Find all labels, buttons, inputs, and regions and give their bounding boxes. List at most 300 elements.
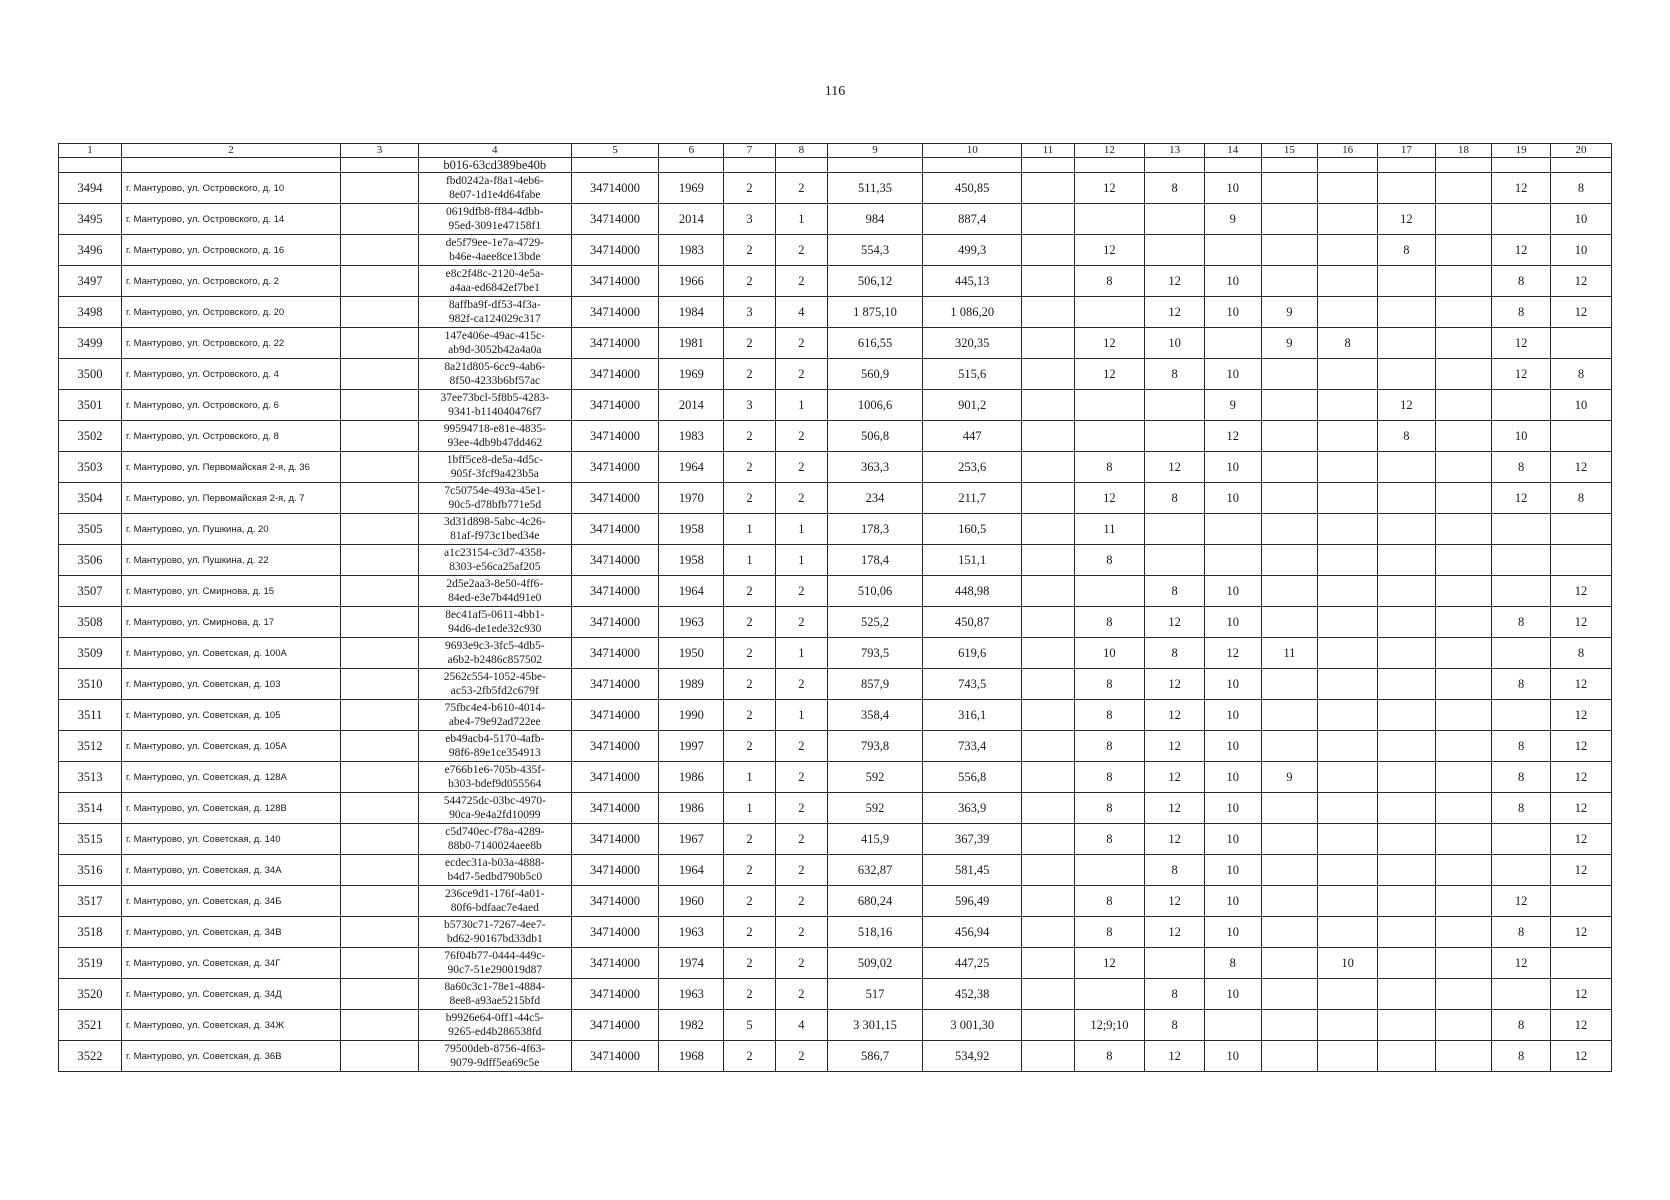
- col-17-cell: [1377, 793, 1435, 824]
- col-9-cell: 3 301,15: [827, 1010, 922, 1041]
- col-12-cell: 12;9;10: [1074, 1010, 1144, 1041]
- column-header-7: 7: [724, 144, 775, 158]
- col-8-cell: 1: [775, 514, 827, 545]
- col-12-cell: 8: [1074, 793, 1144, 824]
- table-cell: [1318, 158, 1378, 173]
- col-16-cell: [1318, 173, 1378, 204]
- col-12-cell: [1074, 390, 1144, 421]
- uuid-cell: [418, 948, 571, 979]
- col-8-cell: 2: [775, 762, 827, 793]
- col-13-cell: 12: [1145, 917, 1205, 948]
- col-6-cell: 1963: [659, 607, 724, 638]
- col-17-cell: [1377, 917, 1435, 948]
- column-header-18: 18: [1435, 144, 1492, 158]
- col-6-cell: 1970: [659, 483, 724, 514]
- col-16-cell: 10: [1318, 948, 1378, 979]
- col-12-cell: 8: [1074, 824, 1144, 855]
- col-18-cell: [1435, 452, 1492, 483]
- col-10-cell: 367,39: [923, 824, 1022, 855]
- uuid-line-1: 76f04b77-0444-449c-: [444, 950, 546, 962]
- address-cell: г. Мантурово, ул. Островского, д. 4: [122, 359, 341, 390]
- col-14-cell: 10: [1204, 359, 1261, 390]
- col-11-cell: [1022, 421, 1074, 452]
- col-14-cell: 10: [1204, 297, 1261, 328]
- col-18-cell: [1435, 979, 1492, 1010]
- col-14-cell: 10: [1204, 576, 1261, 607]
- col-10-cell: 3 001,30: [923, 1010, 1022, 1041]
- col-14-cell: 8: [1204, 948, 1261, 979]
- column-header-8: 8: [775, 144, 827, 158]
- col-12-cell: 8: [1074, 762, 1144, 793]
- col-16-cell: [1318, 576, 1378, 607]
- col-9-cell: 560,9: [827, 359, 922, 390]
- col-9-cell: 415,9: [827, 824, 922, 855]
- col-8-cell: 2: [775, 886, 827, 917]
- uuid-line-2: 9341-b114040476f7: [448, 406, 542, 418]
- col-13-cell: 12: [1145, 669, 1205, 700]
- col-6-cell: 2014: [659, 390, 724, 421]
- table-row: [59, 421, 1612, 452]
- row-number-cell: 3501: [59, 390, 122, 421]
- uuid-cell: [418, 607, 571, 638]
- col-12-cell: [1074, 297, 1144, 328]
- uuid-line-1: de5f79ee-1e7a-4729-: [445, 237, 544, 249]
- row-number-cell: 3522: [59, 1041, 122, 1072]
- col-18-cell: [1435, 948, 1492, 979]
- col-5-cell: 34714000: [571, 948, 659, 979]
- col-8-cell: 4: [775, 297, 827, 328]
- col-8-cell: 1: [775, 545, 827, 576]
- col-5-cell: 34714000: [571, 1041, 659, 1072]
- address-cell: г. Мантурово, ул. Смирнова, д. 17: [122, 607, 341, 638]
- col-6-cell: 1964: [659, 452, 724, 483]
- col-16-cell: [1318, 824, 1378, 855]
- page-number: 116: [824, 84, 846, 99]
- col-14-cell: 10: [1204, 700, 1261, 731]
- col-15-cell: [1261, 855, 1318, 886]
- col-17-cell: [1377, 762, 1435, 793]
- col-3-cell: [340, 855, 418, 886]
- col-15-cell: [1261, 421, 1318, 452]
- col-15-cell: [1261, 266, 1318, 297]
- col-10-cell: 901,2: [923, 390, 1022, 421]
- address-cell: г. Мантурово, ул. Советская, д. 34Ж: [122, 1010, 341, 1041]
- col-10-cell: 581,45: [923, 855, 1022, 886]
- row-number-cell: 3508: [59, 607, 122, 638]
- col-16-cell: [1318, 1010, 1378, 1041]
- col-19-cell: [1492, 514, 1551, 545]
- col-18-cell: [1435, 235, 1492, 266]
- col-11-cell: [1022, 979, 1074, 1010]
- col-18-cell: [1435, 359, 1492, 390]
- address-cell: г. Мантурово, ул. Советская, д. 128А: [122, 762, 341, 793]
- col-5-cell: 34714000: [571, 700, 659, 731]
- col-14-cell: 10: [1204, 483, 1261, 514]
- col-20-cell: [1550, 421, 1611, 452]
- uuid-cell: [418, 390, 571, 421]
- col-8-cell: 2: [775, 979, 827, 1010]
- uuid-line-1: e8c2f48c-2120-4e5a-: [445, 268, 544, 280]
- col-19-cell: 8: [1492, 452, 1551, 483]
- uuid-line-2: abe4-79e92ad722ee: [448, 716, 541, 728]
- col-9-cell: 506,12: [827, 266, 922, 297]
- col-7-cell: 2: [724, 917, 775, 948]
- table-row: [59, 483, 1612, 514]
- col-3-cell: [340, 297, 418, 328]
- col-7-cell: 2: [724, 948, 775, 979]
- col-5-cell: 34714000: [571, 359, 659, 390]
- col-3-cell: [340, 328, 418, 359]
- col-18-cell: [1435, 607, 1492, 638]
- col-7-cell: 3: [724, 297, 775, 328]
- col-11-cell: [1022, 917, 1074, 948]
- table-cell: [1435, 158, 1492, 173]
- uuid-line-1: c5d740ec-f78a-4289-: [445, 826, 545, 838]
- uuid-line-2: 84ed-e3e7b44d91e0: [448, 592, 542, 604]
- uuid-line-2: 94d6-de1ede32c930: [448, 623, 542, 635]
- col-14-cell: 10: [1204, 793, 1261, 824]
- uuid-line-2: 81af-f973c1bed34e: [450, 530, 540, 542]
- col-13-cell: 8: [1145, 638, 1205, 669]
- uuid-cell: [418, 297, 571, 328]
- uuid-line-1: 79500deb-8756-4f63-: [444, 1043, 546, 1055]
- uuid-cell: [418, 328, 571, 359]
- col-10-cell: 1 086,20: [923, 297, 1022, 328]
- col-9-cell: 234: [827, 483, 922, 514]
- uuid-line-2: 95ed-3091e47158f1: [448, 220, 542, 232]
- col-12-cell: 8: [1074, 731, 1144, 762]
- col-11-cell: [1022, 576, 1074, 607]
- col-3-cell: [340, 669, 418, 700]
- uuid-cell: [418, 917, 571, 948]
- uuid-cell: [418, 452, 571, 483]
- column-header-10: 10: [923, 144, 1022, 158]
- col-10-cell: 534,92: [923, 1041, 1022, 1072]
- col-6-cell: 1983: [659, 421, 724, 452]
- uuid-cell: [418, 731, 571, 762]
- col-17-cell: [1377, 576, 1435, 607]
- col-6-cell: 1968: [659, 1041, 724, 1072]
- table-row: [59, 607, 1612, 638]
- col-12-cell: [1074, 979, 1144, 1010]
- col-8-cell: 2: [775, 731, 827, 762]
- col-3-cell: [340, 173, 418, 204]
- col-19-cell: 8: [1492, 762, 1551, 793]
- col-18-cell: [1435, 514, 1492, 545]
- table-cell: [1145, 158, 1205, 173]
- col-3-cell: [340, 390, 418, 421]
- col-17-cell: [1377, 1010, 1435, 1041]
- col-7-cell: 2: [724, 483, 775, 514]
- row-number-cell: 3497: [59, 266, 122, 297]
- col-16-cell: [1318, 638, 1378, 669]
- col-9-cell: 632,87: [827, 855, 922, 886]
- col-7-cell: 2: [724, 576, 775, 607]
- address-cell: г. Мантурово, ул. Пушкина, д. 20: [122, 514, 341, 545]
- col-8-cell: 1: [775, 638, 827, 669]
- col-7-cell: 2: [724, 359, 775, 390]
- col-10-cell: 445,13: [923, 266, 1022, 297]
- address-cell: г. Мантурово, ул. Советская, д. 100А: [122, 638, 341, 669]
- col-19-cell: [1492, 576, 1551, 607]
- row-number-cell: 3517: [59, 886, 122, 917]
- col-15-cell: [1261, 452, 1318, 483]
- uuid-line-2: 8f50-4233b6bf57ac: [449, 375, 541, 387]
- col-7-cell: 2: [724, 824, 775, 855]
- col-9-cell: 586,7: [827, 1041, 922, 1072]
- col-7-cell: 2: [724, 700, 775, 731]
- uuid-line-2: 9265-ed4b286538fd: [448, 1026, 542, 1038]
- column-header-11: 11: [1022, 144, 1074, 158]
- col-6-cell: 1967: [659, 824, 724, 855]
- row-number-cell: 3494: [59, 173, 122, 204]
- col-10-cell: 320,35: [923, 328, 1022, 359]
- uuid-cell: [418, 1010, 571, 1041]
- column-header-3: 3: [340, 144, 418, 158]
- uuid-line-2: b4d7-5edbd790b5c0: [447, 871, 543, 883]
- col-18-cell: [1435, 545, 1492, 576]
- col-18-cell: [1435, 886, 1492, 917]
- uuid-line-2: b303-bdef9d055564: [448, 778, 542, 790]
- row-number-cell: 3510: [59, 669, 122, 700]
- col-15-cell: [1261, 545, 1318, 576]
- col-10-cell: 316,1: [923, 700, 1022, 731]
- col-14-cell: 10: [1204, 731, 1261, 762]
- col-11-cell: [1022, 948, 1074, 979]
- col-15-cell: 9: [1261, 297, 1318, 328]
- col-8-cell: 1: [775, 390, 827, 421]
- col-15-cell: 9: [1261, 328, 1318, 359]
- uuid-line-1: 37ee73bcl-5f8b5-4283-: [440, 392, 550, 404]
- table-cell: [1377, 158, 1435, 173]
- column-header-4: 4: [418, 144, 571, 158]
- registry-table: [58, 143, 1612, 1072]
- col-19-cell: [1492, 824, 1551, 855]
- col-6-cell: 1969: [659, 359, 724, 390]
- col-11-cell: [1022, 204, 1074, 235]
- col-14-cell: 12: [1204, 421, 1261, 452]
- col-13-cell: 8: [1145, 855, 1205, 886]
- col-16-cell: [1318, 669, 1378, 700]
- col-15-cell: [1261, 669, 1318, 700]
- col-8-cell: 2: [775, 917, 827, 948]
- col-3-cell: [340, 824, 418, 855]
- col-15-cell: [1261, 948, 1318, 979]
- col-8-cell: 2: [775, 607, 827, 638]
- col-6-cell: 2014: [659, 204, 724, 235]
- uuid-line-2: b46e-4aee8ce13bde: [449, 251, 541, 263]
- address-cell: г. Мантурово, ул. Советская, д. 128В: [122, 793, 341, 824]
- table-row: [59, 855, 1612, 886]
- col-3-cell: [340, 1041, 418, 1072]
- table-row: [59, 297, 1612, 328]
- col-6-cell: 1997: [659, 731, 724, 762]
- table-cell: [122, 158, 341, 173]
- col-3-cell: [340, 607, 418, 638]
- col-10-cell: 447,25: [923, 948, 1022, 979]
- uuid-line-1: 2562c554-1052-45be-: [443, 671, 546, 683]
- uuid-line-2: 9079-9dff5ea69c5e: [450, 1057, 540, 1069]
- uuid-fragment: b016-63cd389be40b: [418, 158, 571, 173]
- col-10-cell: 619,6: [923, 638, 1022, 669]
- uuid-cell: [418, 204, 571, 235]
- col-14-cell: 10: [1204, 886, 1261, 917]
- col-20-cell: 8: [1550, 483, 1611, 514]
- col-19-cell: 8: [1492, 669, 1551, 700]
- uuid-cell: [418, 266, 571, 297]
- uuid-line-1: 8a21d805-6cc9-4ab6-: [444, 361, 546, 373]
- col-5-cell: 34714000: [571, 793, 659, 824]
- uuid-cell: [418, 824, 571, 855]
- uuid-line-1: b5730c71-7267-4ee7-: [444, 919, 546, 931]
- col-8-cell: 2: [775, 824, 827, 855]
- col-6-cell: 1958: [659, 514, 724, 545]
- col-9-cell: 525,2: [827, 607, 922, 638]
- col-8-cell: 4: [775, 1010, 827, 1041]
- col-11-cell: [1022, 793, 1074, 824]
- column-header-12: 12: [1074, 144, 1144, 158]
- col-18-cell: [1435, 793, 1492, 824]
- table-row: [59, 638, 1612, 669]
- col-17-cell: [1377, 359, 1435, 390]
- table-row: [59, 328, 1612, 359]
- col-18-cell: [1435, 297, 1492, 328]
- col-3-cell: [340, 979, 418, 1010]
- col-6-cell: 1958: [659, 545, 724, 576]
- address-cell: г. Мантурово, ул. Советская, д. 36В: [122, 1041, 341, 1072]
- uuid-cell: [418, 1041, 571, 1072]
- col-5-cell: 34714000: [571, 762, 659, 793]
- row-number-cell: 3512: [59, 731, 122, 762]
- column-header-17: 17: [1377, 144, 1435, 158]
- col-10-cell: 253,6: [923, 452, 1022, 483]
- uuid-line-2: a4aa-ed6842ef7be1: [449, 282, 540, 294]
- col-7-cell: 1: [724, 762, 775, 793]
- col-20-cell: 12: [1550, 1010, 1611, 1041]
- col-9-cell: 510,06: [827, 576, 922, 607]
- address-cell: г. Мантурово, ул. Советская, д. 34Г: [122, 948, 341, 979]
- col-10-cell: 556,8: [923, 762, 1022, 793]
- col-14-cell: 10: [1204, 979, 1261, 1010]
- col-8-cell: 2: [775, 483, 827, 514]
- col-15-cell: [1261, 173, 1318, 204]
- col-14-cell: 10: [1204, 855, 1261, 886]
- col-19-cell: 10: [1492, 421, 1551, 452]
- col-16-cell: [1318, 514, 1378, 545]
- col-13-cell: 12: [1145, 886, 1205, 917]
- col-14-cell: 9: [1204, 390, 1261, 421]
- row-number-cell: 3521: [59, 1010, 122, 1041]
- col-12-cell: 8: [1074, 917, 1144, 948]
- col-5-cell: 34714000: [571, 328, 659, 359]
- uuid-line-2: a6b2-b2486c857502: [447, 654, 543, 666]
- col-9-cell: 554,3: [827, 235, 922, 266]
- table-row: [59, 1041, 1612, 1072]
- col-16-cell: [1318, 483, 1378, 514]
- col-19-cell: [1492, 204, 1551, 235]
- address-cell: г. Мантурово, ул. Смирнова, д. 15: [122, 576, 341, 607]
- col-16-cell: [1318, 421, 1378, 452]
- col-11-cell: [1022, 390, 1074, 421]
- row-number-cell: 3513: [59, 762, 122, 793]
- col-11-cell: [1022, 514, 1074, 545]
- col-15-cell: [1261, 700, 1318, 731]
- col-7-cell: 1: [724, 545, 775, 576]
- col-13-cell: 12: [1145, 762, 1205, 793]
- col-16-cell: [1318, 762, 1378, 793]
- col-10-cell: 211,7: [923, 483, 1022, 514]
- col-20-cell: 12: [1550, 1041, 1611, 1072]
- table-row: [59, 917, 1612, 948]
- col-10-cell: 452,38: [923, 979, 1022, 1010]
- col-6-cell: 1986: [659, 762, 724, 793]
- col-13-cell: 8: [1145, 359, 1205, 390]
- uuid-line-2: 98f6-89e1ce354913: [448, 747, 541, 759]
- col-20-cell: 12: [1550, 793, 1611, 824]
- col-15-cell: [1261, 390, 1318, 421]
- col-12-cell: 12: [1074, 173, 1144, 204]
- table-cell: [340, 158, 418, 173]
- col-11-cell: [1022, 266, 1074, 297]
- col-8-cell: 2: [775, 266, 827, 297]
- col-8-cell: 2: [775, 855, 827, 886]
- col-8-cell: 2: [775, 669, 827, 700]
- col-20-cell: [1550, 328, 1611, 359]
- col-5-cell: 34714000: [571, 235, 659, 266]
- table-cell: [59, 158, 122, 173]
- row-number-cell: 3502: [59, 421, 122, 452]
- col-9-cell: 857,9: [827, 669, 922, 700]
- col-20-cell: 10: [1550, 390, 1611, 421]
- col-15-cell: [1261, 235, 1318, 266]
- col-17-cell: [1377, 514, 1435, 545]
- uuid-line-1: ecdec31a-b03a-4888-: [444, 857, 545, 869]
- col-6-cell: 1981: [659, 328, 724, 359]
- col-17-cell: 8: [1377, 235, 1435, 266]
- col-10-cell: 887,4: [923, 204, 1022, 235]
- col-19-cell: 12: [1492, 886, 1551, 917]
- col-6-cell: 1966: [659, 266, 724, 297]
- col-11-cell: [1022, 328, 1074, 359]
- col-16-cell: [1318, 359, 1378, 390]
- row-number-cell: 3516: [59, 855, 122, 886]
- col-13-cell: [1145, 204, 1205, 235]
- col-18-cell: [1435, 731, 1492, 762]
- col-9-cell: 1006,6: [827, 390, 922, 421]
- table-cell: [1550, 158, 1611, 173]
- col-13-cell: [1145, 948, 1205, 979]
- col-12-cell: 8: [1074, 545, 1144, 576]
- col-9-cell: 358,4: [827, 700, 922, 731]
- col-12-cell: 8: [1074, 266, 1144, 297]
- address-cell: г. Мантурово, ул. Островского, д. 10: [122, 173, 341, 204]
- uuid-line-1: 7c50754e-493a-45e1-: [444, 485, 546, 497]
- col-15-cell: [1261, 793, 1318, 824]
- col-14-cell: 10: [1204, 917, 1261, 948]
- col-20-cell: 12: [1550, 576, 1611, 607]
- col-3-cell: [340, 452, 418, 483]
- col-8-cell: 1: [775, 700, 827, 731]
- col-11-cell: [1022, 669, 1074, 700]
- row-number-cell: 3511: [59, 700, 122, 731]
- uuid-line-2: 8ee8-a93ae5215bfd: [449, 995, 541, 1007]
- col-5-cell: 34714000: [571, 886, 659, 917]
- col-6-cell: 1950: [659, 638, 724, 669]
- col-12-cell: [1074, 576, 1144, 607]
- col-14-cell: 10: [1204, 762, 1261, 793]
- col-13-cell: [1145, 545, 1205, 576]
- col-9-cell: 592: [827, 793, 922, 824]
